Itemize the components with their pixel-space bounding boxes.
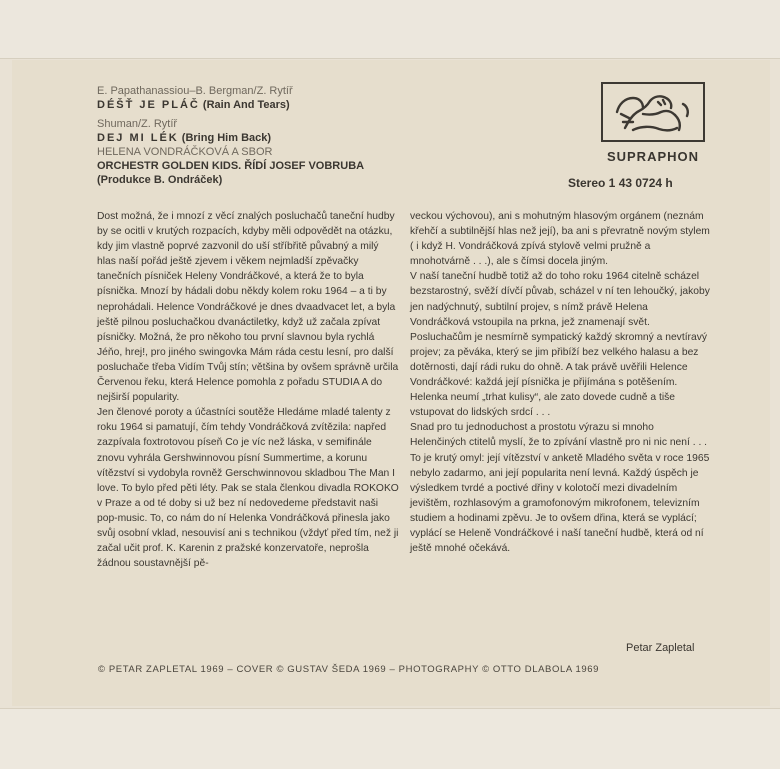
notes-author: Petar Zapletal <box>626 642 695 654</box>
track-credits <box>97 84 517 187</box>
sleeve-top-flap <box>0 0 780 59</box>
track1-line <box>97 98 517 112</box>
track2-line <box>97 131 517 145</box>
liner-notes-column-2 <box>410 209 710 556</box>
col2-paragraph-2: V naší taneční hudbě totiž až do toho roku 1964 citelně scházel bezstarostný, svěží dívčí půvab, scházel v ní ten lehoučký, jakoby jen nadýchnutý, subtilní projev, s nímž právě Helena Vondráčková vstoupila na prkna, jež znamenají svět. Posluchačům je nesmírně sympatický každý skromný a nevtíravý projev; za pěvákа, který se jim přibíží bez velkého halasu a bez dotěrnosti, dají rádi ruku do ohně. A tak právě uvěřili Helence Vondráčkové: každá její písnička je přijímána s potěšením. Helenka neumí „trhat kulisy“, ale zato dovede cudně a tiše vstupovat do lidských srdcí . . . <box>410 271 710 419</box>
orchestra: ORCHESTR GOLDEN KIDS. ŘÍDÍ JOSEF VOBRUBA <box>97 160 365 172</box>
copyright-footer: © PETAR ZAPLETAL 1969 – COVER © GUSTAV ŠEDA 1969 – PHOTOGRAPHY © OTTO DLABOLA 1969 <box>98 664 600 675</box>
track1-authors: E. Papathanassiou–B. Bergman/Z. Rytíř <box>97 85 293 97</box>
col1-paragraph-1: Dost možná, že i mnozí z věcí znalých posluchačů taneční hudby by se ocitli v krutých rozpacích, kdyby měli odpovědět na otázku, kdy jim vlastně poprvé zazvonil do uší stříbřitě půvabný a milý hlas naší pořád ještě zjevem i věkem nejmladší zpěvačky tanečních písniček Heleny Vondráčkové, a která že to byla písnička. Mnozí by hádali dobu někdy kolem roku 1964 – a ti by neprohádali. Helence Vondráčkové je dnes dvaadvacet let, a byla ještě pilnou posluchačkou dvanáctiletky, když už začala zpívat písničky. Možná, že pro někoho tou první slavnou byla rychlá Jéňo, hrej!, pro jiného swingovka Mám ráda cestu lesní, pro další posluchače třeba Vidím Tvůj stín; většina by ovšem správně určila Červenou řeku, která Helence pomohla z pořadu STUDIA A do nejširší popularity. <box>97 211 399 404</box>
track1-title: DÉŠŤ JE PLÁČ <box>97 99 200 111</box>
col2-paragraph-3: Snad pro tu jednoduchost a prostotu výrazu si mnoho Helenčiných ctitelů myslí, že to zpívání vlastně pro ni nic není . . . To je krutý omyl: její vítězství v anketě Mladého světa v roce 1965 nebylo zadarmo, ani její popularita není levná. Každý úspěch je výsledkem tvrdé a poctivé dřiny v kolotočí mezi divadelním jevištěm, rozhlasovým a gramofonovým mikrofonem, televizním studiem a hodinami zpěvu. Je to ovšem dřina, která se vyplácí; vyplácí se Heleně Vondráčkové i naší taneční hudbě, která od ní ještě mnohé očekává. <box>410 422 710 555</box>
label-brand: SUPRAPHON <box>606 149 700 164</box>
producer: (Produkce B. Ondráček) <box>97 174 223 186</box>
track1-original-title: (Rain And Tears) <box>202 99 290 111</box>
liner-notes-column-1 <box>97 209 399 571</box>
track2-authors: Shuman/Z. Rytíř <box>97 118 178 130</box>
sleeve-bottom-flap <box>0 708 780 769</box>
track2-title: DEJ MI LÉK <box>97 132 179 144</box>
col2-paragraph-1: veckou výchovou), ani s mohutným hlasovým orgánem (neznám křehčí a subtilnější hlas než její), ba ani s převratně novým stylem ( i když H. Vondráčková zpívá stylově velmi pružně a mnohotvárně . . .), ale s čímsi docela jiným. <box>410 211 710 268</box>
performer: HELENA VONDRÁČKOVÁ A SBOR <box>97 146 273 158</box>
supraphon-lion-logo-icon <box>601 82 705 142</box>
col1-paragraph-2: Jen členové poroty a účastníci soutěže Hledáme mladé talenty z roku 1964 si pamatují, čím tehdy Vondráčková zvítězila: napřed zazpívala foxtrotovou píseň Co je víc než láska, v semifinále znovu vyhrála Gershwinnovou písní Summertime, a korunu vítězství si vydobyla rovněž Gerschwinnovou skladbou The Man I love. To bylo před pěti léty. Pak se stala členkou divadla ROKOKO v Praze a od té doby si už bez ní nedovedeme představit naši pop-music. To, co nám do ní Helenka Vondráčková přinesla jako svůj osobní vklad, nesouvisí ani s technikou (vždyť před tím, než ji začal učit prof. K. Karenin z pražské konzervatoře, neprošla žádnou soustavnější pě- <box>97 407 399 570</box>
catalog-number: Stereo 1 43 0724 h <box>568 176 673 190</box>
track2-original-title: (Bring Him Back) <box>181 132 272 144</box>
